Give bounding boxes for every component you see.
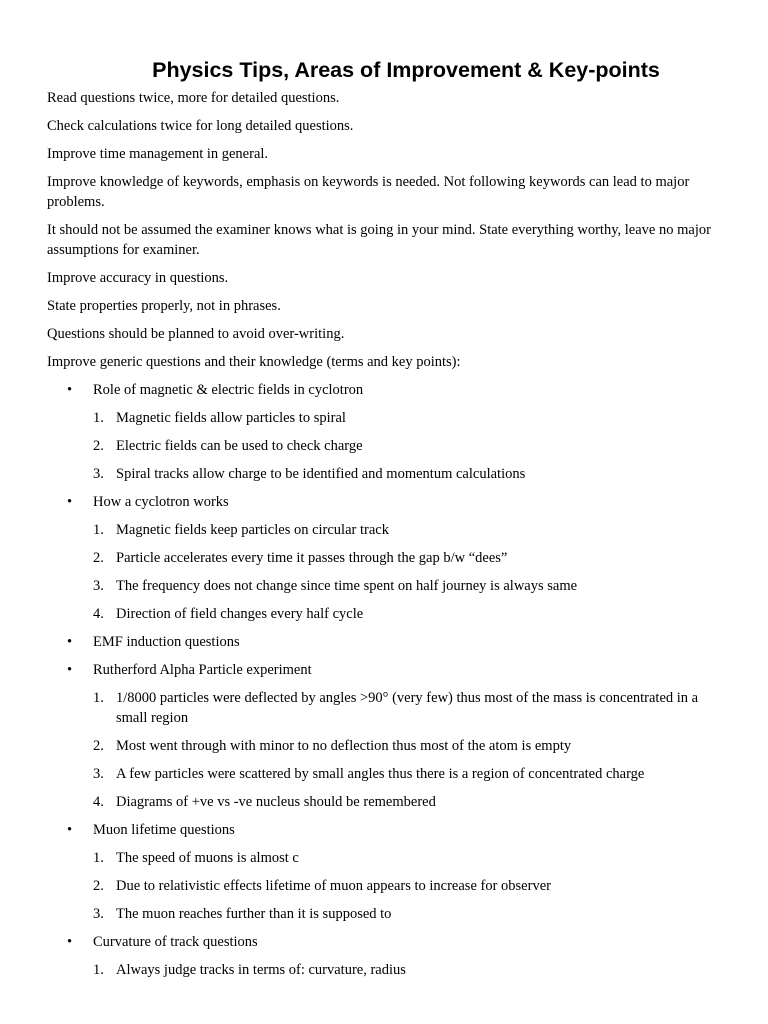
- key-point-item: [93, 792, 723, 812]
- paragraph: Improve accuracy in questions.: [47, 270, 229, 286]
- topic-item: [47, 820, 723, 924]
- key-point-item: [93, 520, 723, 540]
- topic-item: [47, 660, 723, 812]
- paragraph: Improve generic questions and their knowledge (terms and key points):: [47, 354, 461, 370]
- page-title: Physics Tips, Areas of Improvement & Key-points: [152, 58, 660, 82]
- key-point-text: The muon reaches further than it is supposed to: [116, 906, 392, 922]
- key-point-text: Magnetic fields allow particles to spiral: [116, 410, 346, 426]
- key-point-item: [93, 848, 723, 868]
- key-point-item: [93, 960, 723, 980]
- topic-item: [47, 632, 723, 652]
- item-number: 1.: [93, 850, 104, 866]
- item-number: 4.: [93, 606, 104, 622]
- key-point-item: [93, 904, 723, 924]
- key-point-list: [93, 408, 723, 484]
- bullet-icon: •: [67, 634, 73, 650]
- key-point-text: 1/8000 particles were deflected by angles >90° (very few) thus most of the mass is concentrated in a small region: [116, 690, 699, 726]
- bullet-icon: •: [67, 822, 73, 838]
- paragraph: It should not be assumed the examiner knows what is going in your mind. State everything worthy, leave no major assumptions for examiner.: [47, 222, 711, 258]
- key-point-text: Spiral tracks allow charge to be identified and momentum calculations: [116, 466, 526, 482]
- item-number: 2.: [93, 878, 104, 894]
- key-point-text: A few particles were scattered by small angles thus there is a region of concentrated charge: [116, 766, 645, 782]
- item-number: 2.: [93, 738, 104, 754]
- topic-title: Muon lifetime questions: [93, 822, 235, 838]
- bullet-icon: •: [67, 934, 73, 950]
- key-point-item: [93, 548, 723, 568]
- key-point-item: [93, 736, 723, 756]
- key-point-text: The frequency does not change since time spent on half journey is always same: [116, 578, 578, 594]
- paragraph: Check calculations twice for long detailed questions.: [47, 118, 354, 134]
- item-number: 1.: [93, 962, 104, 978]
- key-point-text: Particle accelerates every time it passes through the gap b/w “dees”: [116, 550, 508, 566]
- item-number: 1.: [93, 410, 104, 426]
- item-number: 1.: [93, 690, 104, 706]
- topic-title: Rutherford Alpha Particle experiment: [93, 662, 312, 678]
- bullet-icon: •: [67, 494, 73, 510]
- paragraph: Questions should be planned to avoid over-writing.: [47, 326, 345, 342]
- topic-list: [47, 380, 723, 980]
- paragraph: State properties properly, not in phrases.: [47, 298, 281, 314]
- key-point-item: [93, 464, 723, 484]
- key-point-item: [93, 604, 723, 624]
- bullet-icon: •: [67, 382, 73, 398]
- topic-item: [47, 932, 723, 980]
- item-number: 4.: [93, 794, 104, 810]
- key-point-text: Always judge tracks in terms of: curvature, radius: [116, 962, 406, 978]
- key-point-item: [93, 408, 723, 428]
- key-point-list: [93, 688, 723, 812]
- topic-title: EMF induction questions: [93, 634, 240, 650]
- document-body: [47, 88, 723, 988]
- topic-title: How a cyclotron works: [93, 494, 229, 510]
- item-number: 3.: [93, 906, 104, 922]
- key-point-text: Direction of field changes every half cycle: [116, 606, 364, 622]
- key-point-text: Magnetic fields keep particles on circular track: [116, 522, 389, 538]
- paragraph: Improve time management in general.: [47, 146, 269, 162]
- bullet-icon: •: [67, 662, 73, 678]
- item-number: 2.: [93, 550, 104, 566]
- key-point-list: [93, 848, 723, 924]
- key-point-text: Due to relativistic effects lifetime of muon appears to increase for observer: [116, 878, 551, 894]
- intro-paragraphs: [47, 88, 723, 372]
- item-number: 2.: [93, 438, 104, 454]
- key-point-list: [93, 960, 723, 980]
- topic-item: [47, 380, 723, 484]
- topic-title: Role of magnetic & electric fields in cyclotron: [93, 382, 364, 398]
- key-point-item: [93, 876, 723, 896]
- key-point-text: Most went through with minor to no deflection thus most of the atom is empty: [116, 738, 572, 754]
- key-point-item: [93, 764, 723, 784]
- item-number: 3.: [93, 766, 104, 782]
- item-number: 3.: [93, 578, 104, 594]
- key-point-text: Diagrams of +ve vs -ve nucleus should be remembered: [116, 794, 436, 810]
- key-point-item: [93, 688, 723, 728]
- topic-item: [47, 492, 723, 624]
- key-point-text: The speed of muons is almost c: [116, 850, 299, 866]
- paragraph: Improve knowledge of keywords, emphasis on keywords is needed. Not following keywords can lead to major problems.: [47, 174, 690, 210]
- key-point-item: [93, 436, 723, 456]
- item-number: 1.: [93, 522, 104, 538]
- key-point-text: Electric fields can be used to check charge: [116, 438, 363, 454]
- key-point-list: [93, 520, 723, 624]
- key-point-item: [93, 576, 723, 596]
- paragraph: Read questions twice, more for detailed questions.: [47, 90, 340, 106]
- item-number: 3.: [93, 466, 104, 482]
- topic-title: Curvature of track questions: [93, 934, 258, 950]
